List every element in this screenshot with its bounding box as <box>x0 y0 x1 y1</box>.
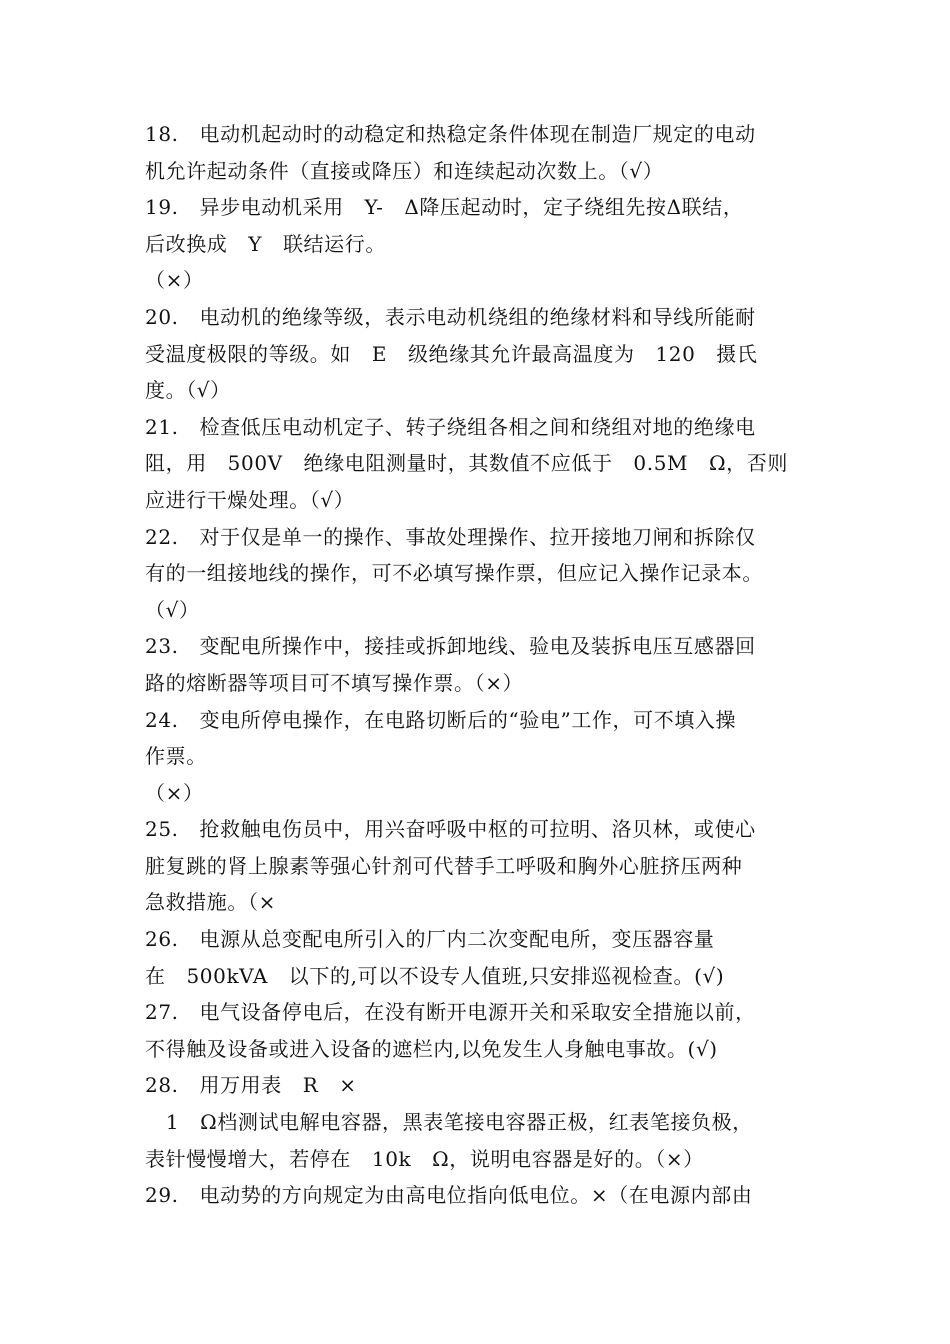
text-line: 急救措施。（× <box>145 890 276 915</box>
text-line: 受温度极限的等级。如 E 级绝缘其允许最高温度为 120 摄氏 <box>145 341 758 366</box>
text-line: 机允许起动条件（直接或降压）和连续起动次数上。（√） <box>145 158 664 183</box>
text-line: 22. 对于仅是单一的操作、事故处理操作、拉开接地刀闸和拆除仅 <box>145 524 756 549</box>
text-line: 1 Ω档测试电解电容器，黑表笔接电容器正极，红表笔接负极， <box>145 1110 753 1135</box>
text-line: 阻，用 500V 绝缘电阻测量时，其数值不应低于 0.5M Ω，否则 <box>145 451 788 476</box>
text-line: 表针慢慢增大，若停在 10k Ω，说明电容器是好的。（×） <box>145 1146 704 1171</box>
text-line: （×） <box>145 268 204 293</box>
document-body <box>145 116 825 1214</box>
text-line: （×） <box>145 780 204 805</box>
text-line: 27. 电气设备停电后，在没有断开电源开关和采取安全措施以前， <box>145 1000 756 1025</box>
text-line: 应进行干燥处理。（√） <box>145 487 355 512</box>
text-line: 有的一组接地线的操作，可不必填写操作票，但应记入操作记录本。 <box>145 561 763 586</box>
text-line: 在 500kVA 以下的,可以不设专人值班,只安排巡视检查。(√) <box>145 963 725 988</box>
text-line: 19. 异步电动机采用 Y- Δ降压起动时，定子绕组先按Δ联结， <box>145 195 744 220</box>
text-line: 不得触及设备或进入设备的遮栏内,以免发生人身触电事故。(√) <box>145 1036 718 1061</box>
text-line: 20. 电动机的绝缘等级，表示电动机绕组的绝缘材料和导线所能耐 <box>145 304 756 329</box>
text-line: 29. 电动势的方向规定为由高电位指向低电位。×（在电源内部由 <box>145 1183 753 1208</box>
text-line: 21. 检查低压电动机定子、转子绕组各相之间和绕组对地的绝缘电 <box>145 414 756 439</box>
text-line: （√） <box>145 597 200 622</box>
text-line: 度。（√） <box>145 378 231 403</box>
text-line: 脏复跳的肾上腺素等强心针剂可代替手工呼吸和胸外心脏挤压两种 <box>145 853 743 878</box>
text-line: 作票。 <box>145 744 207 769</box>
text-line: 23. 变配电所操作中，接挂或拆卸地线、验电及装拆电压互感器回 <box>145 634 756 659</box>
text-line: 26. 电源从总变配电所引入的厂内二次变配电所，变压器容量 <box>145 927 715 952</box>
text-line: 25. 抢救触电伤员中，用兴奋呼吸中枢的可拉明、洛贝林，或使心 <box>145 817 756 842</box>
text-line: 28. 用万用表 R × <box>145 1073 357 1098</box>
text-line: 后改换成 Y 联结运行。 <box>145 231 386 256</box>
text-line: 18. 电动机起动时的动稳定和热稳定条件体现在制造厂规定的电动 <box>145 122 756 146</box>
text-line: 路的熔断器等项目可不填写操作票。（×） <box>145 670 524 695</box>
text-line: 24. 变电所停电操作，在电路切断后的“验电”工作，可不填入操 <box>145 707 737 732</box>
